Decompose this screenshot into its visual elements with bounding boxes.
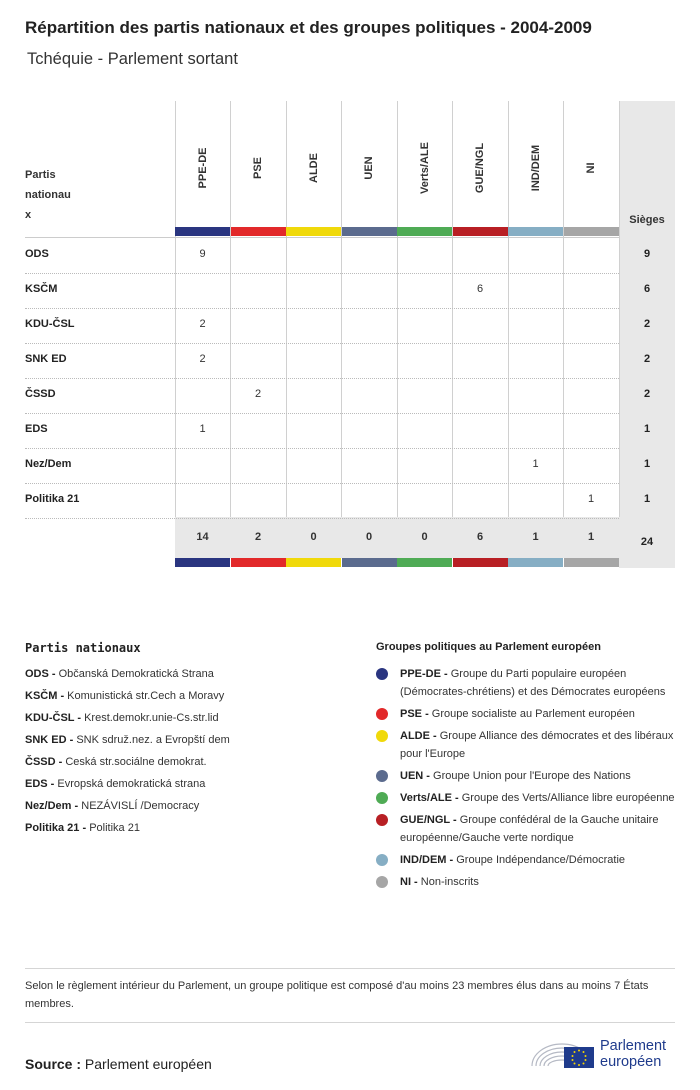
group-color-bar (508, 227, 563, 236)
party-name: Komunistická str.Cech a Moravy (67, 690, 225, 702)
group-legend-item (376, 851, 676, 869)
party-name: Evropská demokratická strana (57, 778, 206, 790)
table-cell: 2 (199, 353, 206, 365)
party-name: Občanská Demokratická Strana (58, 668, 214, 680)
group-header-label: ALDE (307, 153, 320, 183)
column-divider (619, 101, 620, 517)
party-name: Krest.demokr.unie-Cs.str.lid (84, 712, 219, 724)
column-total: 0 (310, 531, 317, 543)
divider (25, 968, 675, 969)
group-color-dot-icon (376, 770, 388, 782)
column-total: 6 (476, 531, 484, 543)
group-name: Groupe Union pour l'Europe des Nations (433, 770, 631, 782)
column-total: 0 (421, 531, 428, 543)
group-abbr: UEN - (400, 770, 430, 782)
group-legend-item (376, 789, 676, 807)
group-color-bar (342, 558, 397, 567)
table-cell: 2 (254, 388, 262, 400)
group-name: Groupe confédéral de la Gauche unitaire européenne/Gauche verte nordique (400, 814, 659, 844)
group-header-ind-dem (508, 113, 563, 223)
parliament-logo (530, 1030, 680, 1072)
group-header-pse (231, 113, 286, 223)
logo-line: européen (600, 1054, 662, 1070)
group-color-dot-icon (376, 668, 388, 680)
table-row-seats: 2 (643, 353, 651, 365)
divider (25, 1022, 675, 1023)
group-color-bar (564, 227, 619, 236)
party-legend-item (25, 817, 355, 839)
group-color-bar (231, 558, 286, 567)
table-row-party: ODS (25, 248, 49, 260)
row-divider (25, 308, 619, 309)
party-name: Ceská str.sociálne demokrat. (65, 756, 207, 768)
group-color-bar (564, 558, 619, 567)
party-legend-item (25, 729, 355, 751)
source-line (25, 1056, 212, 1072)
column-total: 2 (254, 531, 262, 543)
group-color-bar (231, 227, 286, 236)
party-legend-item (25, 663, 355, 685)
table-cell: 1 (587, 493, 595, 505)
party-name: NEZÁVISLÍ /Democracy (81, 800, 200, 812)
group-color-bar (286, 227, 341, 236)
logo-text (600, 1038, 666, 1070)
table-cell: 9 (199, 248, 206, 260)
group-header-label: GUE/NGL (474, 142, 486, 194)
party-legend-item (25, 707, 355, 729)
party-legend-item (25, 795, 355, 817)
party-header-line: x (25, 209, 32, 221)
group-header-label: PSE (252, 156, 264, 180)
table-row-seats: 2 (643, 318, 651, 330)
group-color-dot-icon (376, 730, 388, 742)
group-color-bar (175, 558, 230, 567)
party-abbr: Politika 21 - (25, 822, 87, 834)
group-color-dot-icon (376, 708, 388, 720)
hemicycle-flag-icon (530, 1030, 596, 1072)
group-name: Groupe socialiste au Parlement européen (431, 708, 635, 720)
party-column-header (25, 165, 85, 225)
column-total: 14 (196, 531, 209, 543)
group-color-dot-icon (376, 792, 388, 804)
table-cell: 2 (199, 318, 206, 330)
row-divider (25, 483, 619, 484)
group-color-bar (175, 227, 230, 236)
group-legend-item (376, 705, 676, 723)
party-legend-item (25, 751, 355, 773)
table-row-party: Politika 21 (25, 493, 80, 505)
table-row-party: KDU-ČSL (25, 318, 75, 330)
source-label: Source : (25, 1056, 82, 1072)
table-row-seats: 1 (643, 458, 651, 470)
group-abbr: ALDE - (400, 730, 437, 742)
table-row-party: SNK ED (25, 353, 67, 365)
group-header-label: Verts/ALE (418, 142, 431, 194)
grand-total: 24 (640, 536, 654, 548)
row-divider (25, 413, 619, 414)
party-abbr: KDU-ČSL - (25, 712, 82, 724)
group-header-ppe-de (175, 113, 230, 223)
page-subtitle: Tchéquie - Parlement sortant (27, 50, 238, 68)
group-name: Groupe Indépendance/Démocratie (456, 854, 626, 866)
group-color-bar (453, 227, 508, 236)
table-row-seats: 1 (643, 423, 651, 435)
group-color-bar (286, 558, 341, 567)
group-header-label: IND/DEM (529, 144, 542, 192)
party-abbr: ČSSD - (25, 756, 63, 768)
table-row-seats: 9 (643, 248, 651, 260)
seats-column-header: Sièges (629, 214, 665, 226)
group-abbr: PSE - (400, 708, 429, 720)
party-abbr: EDS - (25, 778, 55, 790)
group-header-label: UEN (363, 156, 375, 180)
table-row-party: Nez/Dem (25, 458, 72, 470)
party-abbr: ODS - (25, 668, 56, 680)
group-abbr: IND/DEM - (400, 854, 454, 866)
group-header-alde (286, 113, 341, 223)
row-divider (25, 448, 619, 449)
group-header-uen (342, 113, 397, 223)
row-divider (25, 273, 619, 274)
group-legend-item (376, 811, 676, 847)
page-title: Répartition des partis nationaux et des groupes politiques - 2004-2009 (25, 18, 592, 37)
table-row-seats: 1 (643, 493, 651, 505)
distribution-table (25, 101, 675, 569)
group-header-gue-ngl (453, 113, 508, 223)
row-divider (25, 518, 619, 519)
group-abbr: PPE-DE - (400, 668, 448, 680)
group-color-bar (397, 558, 452, 567)
row-divider (25, 343, 619, 344)
group-color-dot-icon (376, 814, 388, 826)
party-abbr: KSČM - (25, 690, 65, 702)
group-header-label: PPE-DE (196, 147, 209, 189)
party-legend-item (25, 685, 355, 707)
group-color-bar (397, 227, 452, 236)
table-cell: 6 (476, 283, 484, 295)
table-row-party: EDS (25, 423, 48, 435)
group-name: Non-inscrits (420, 876, 479, 888)
group-color-dot-icon (376, 854, 388, 866)
group-color-dot-icon (376, 876, 388, 888)
source-value: Parlement européen (84, 1056, 212, 1072)
group-abbr: GUE/NGL - (400, 814, 457, 826)
table-cell: 1 (532, 458, 539, 470)
group-name: Groupe Alliance des démocrates et des libéraux pour l'Europe (400, 730, 674, 760)
party-legend (25, 641, 355, 839)
table-cell: 1 (199, 423, 206, 435)
logo-line: Parlement (600, 1038, 667, 1054)
group-legend-item (376, 767, 676, 785)
party-abbr: Nez/Dem - (25, 800, 79, 812)
column-total: 0 (365, 531, 373, 543)
rules-note: Selon le règlement intérieur du Parlement, un groupe politique est composé d'au moins 23 membres élus dans au moins 7 États membres. (25, 980, 649, 1010)
group-color-bar (342, 227, 397, 236)
group-header-verts-ale (397, 113, 452, 223)
table-row-party: KSČM (25, 283, 58, 295)
column-total: 1 (587, 531, 595, 543)
header-divider (25, 237, 619, 238)
group-abbr: NI - (400, 876, 418, 888)
group-legend-item (376, 873, 676, 891)
group-legend-item (376, 727, 676, 763)
table-row-party: ČSSD (25, 388, 56, 400)
table-row-seats: 6 (643, 283, 651, 295)
party-header-line: Partis (25, 169, 56, 181)
group-legend-title: Groupes politiques au Parlement européen (376, 641, 601, 653)
group-name: Groupe des Verts/Alliance libre européenne (461, 792, 675, 804)
group-color-bar (508, 558, 563, 567)
group-legend-item (376, 665, 676, 701)
table-row-seats: 2 (643, 388, 651, 400)
group-header-ni (564, 113, 619, 223)
party-header-line: nationau (25, 189, 71, 201)
column-total: 1 (532, 531, 539, 543)
party-abbr: SNK ED - (25, 734, 74, 746)
group-name: Groupe du Parti populaire européen (Démocrates-chrétiens) et des Démocrates européens (400, 668, 666, 698)
row-divider (25, 378, 619, 379)
party-legend-item (25, 773, 355, 795)
party-name: SNK sdruž.nez. a Evropští dem (76, 734, 230, 746)
group-color-bar (453, 558, 508, 567)
party-legend-title: Partis nationaux (25, 641, 141, 655)
group-header-label: NI (585, 162, 597, 174)
group-abbr: Verts/ALE - (400, 792, 459, 804)
party-name: Politika 21 (89, 822, 140, 834)
group-legend (376, 641, 676, 895)
